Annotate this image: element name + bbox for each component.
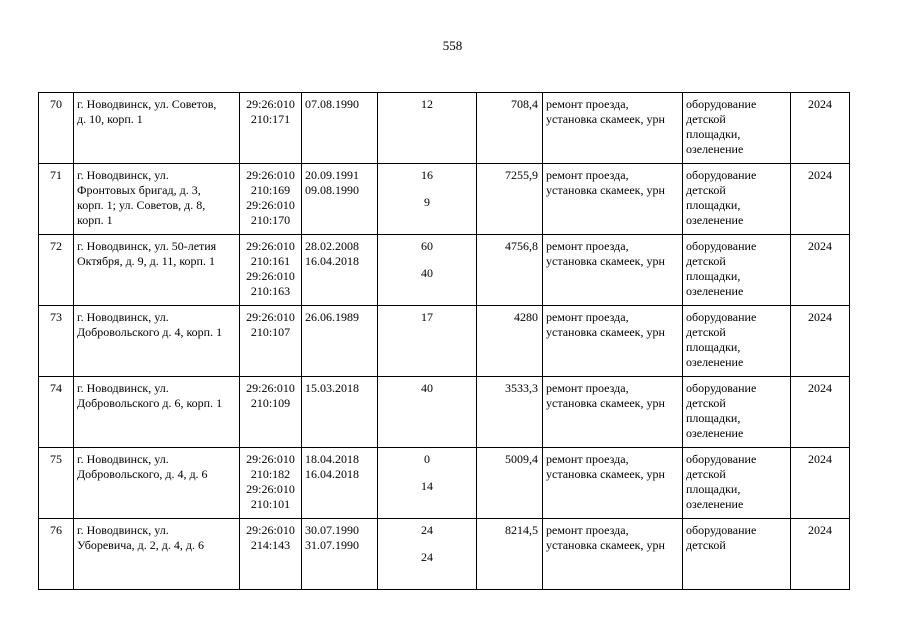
address-cell-line: корп. 1; ул. Советов, д. 8, [77,198,206,212]
address-cell-line: Уборевича, д. 2, д. 4, д. 6 [77,538,204,552]
additional-works-cell-line: площадки, [686,411,741,425]
residents-cell [378,519,477,590]
date-cell-line: 15.03.2018 [305,381,359,395]
address-cell-line: г. Новодвинск, ул. [77,452,169,466]
date-cell-line: 18.04.2018 [305,452,359,466]
address-cell [74,235,240,306]
address-cell [74,306,240,377]
additional-works-cell-line: площадки, [686,198,741,212]
main-works-cell-line: установка скамеек, урн [546,325,665,339]
residents-cell-line: 40 [421,381,433,395]
table-row [39,93,850,164]
area-cell: 7255,9 [477,164,543,235]
residents-cell-line: 16 [421,168,433,182]
additional-works-cell-line: детской [686,467,726,481]
area-cell: 708,4 [477,93,543,164]
date-cell [302,306,378,377]
table-row [39,164,850,235]
residents-cell [378,306,477,377]
residents-cell [378,448,477,519]
additional-works-cell-line: площадки, [686,482,741,496]
additional-works-cell-line: озеленение [686,284,744,298]
main-works-cell-line: установка скамеек, урн [546,254,665,268]
main-works-cell [543,306,683,377]
table-row [39,306,850,377]
cadastral-number-cell-line: 29:26:010 [246,310,295,324]
date-cell-line: 30.07.1990 [305,523,359,537]
cadastral-number-cell-line: 210:171 [250,112,291,126]
additional-works-cell-line: площадки, [686,127,741,141]
main-works-cell-line: ремонт проезда, [546,523,629,537]
cadastral-number-cell-line: 29:26:010 [246,239,295,253]
cadastral-number-cell-line: 29:26:010 [246,97,295,111]
additional-works-cell-line: детской [686,254,726,268]
date-cell-line: 16.04.2018 [305,467,359,481]
cadastral-number-cell-line: 29:26:010 [246,523,295,537]
address-cell [74,448,240,519]
year-cell: 2024 [791,164,850,235]
main-works-cell-line: установка скамеек, урн [546,396,665,410]
address-cell [74,519,240,590]
cadastral-number-cell-line: 29:26:010 [246,269,295,283]
address-cell-line: д. 10, корп. 1 [77,112,143,126]
additional-works-cell-line: озеленение [686,213,744,227]
cadastral-number-cell [240,164,302,235]
address-cell-line: Добровольского, д. 4, д. 6 [77,467,208,481]
year-cell: 2024 [791,448,850,519]
address-cell-line: Октября, д. 9, д. 11, корп. 1 [77,254,215,268]
main-works-cell [543,164,683,235]
additional-works-cell [683,306,791,377]
additional-works-cell [683,519,791,590]
table-row [39,235,850,306]
date-cell [302,164,378,235]
cadastral-number-cell [240,235,302,306]
cadastral-number-cell [240,519,302,590]
cadastral-number-cell-line: 210:170 [250,213,291,227]
additional-works-cell [683,235,791,306]
date-cell-line: 20.09.1991 [305,168,359,182]
residents-cell-line: 9 [424,195,430,209]
address-cell-line: Добровольского д. 6, корп. 1 [77,396,223,410]
main-works-cell-line: ремонт проезда, [546,168,629,182]
additional-works-cell-line: оборудование [686,239,757,253]
address-cell [74,164,240,235]
additional-works-cell-line: озеленение [686,142,744,156]
main-works-cell-line: установка скамеек, урн [546,183,665,197]
additional-works-cell [683,448,791,519]
additional-works-cell-line: оборудование [686,452,757,466]
area-cell: 3533,3 [477,377,543,448]
main-works-cell-line: ремонт проезда, [546,310,629,324]
area-cell: 4756,8 [477,235,543,306]
additional-works-cell-line: площадки, [686,340,741,354]
cadastral-number-cell-line: 29:26:010 [246,482,295,496]
cadastral-number-cell [240,448,302,519]
row-number: 70 [39,93,74,164]
main-works-cell-line: ремонт проезда, [546,452,629,466]
area-cell: 5009,4 [477,448,543,519]
cadastral-number-cell-line: 29:26:010 [246,381,295,395]
cadastral-number-cell-line: 210:182 [250,467,291,481]
additional-works-cell-line: детской [686,183,726,197]
residents-cell-line: 12 [421,97,433,111]
area-cell: 4280 [477,306,543,377]
table-row [39,519,850,590]
additional-works-cell-line: оборудование [686,168,757,182]
residents-cell-line: 24 [421,523,433,537]
date-cell [302,377,378,448]
cadastral-number-cell-line: 210:109 [250,396,291,410]
cadastral-number-cell [240,377,302,448]
cadastral-number-cell-line: 214:143 [250,538,291,552]
residents-cell-line: 17 [421,310,433,324]
address-cell-line: г. Новодвинск, ул. [77,310,169,324]
date-cell-line: 07.08.1990 [305,97,359,111]
additional-works-cell-line: детской [686,538,726,552]
year-cell: 2024 [791,377,850,448]
address-cell [74,93,240,164]
additional-works-cell [683,377,791,448]
area-cell: 8214,5 [477,519,543,590]
yard-improvement-table [38,92,850,590]
additional-works-cell-line: озеленение [686,355,744,369]
address-cell-line: Фронтовых бригад, д. 3, [77,183,201,197]
date-cell-line: 26.06.1989 [305,310,359,324]
row-number: 74 [39,377,74,448]
cadastral-number-cell-line: 210:101 [250,497,291,511]
residents-cell-line: 24 [421,550,433,564]
residents-cell-line: 40 [421,266,433,280]
year-cell: 2024 [791,93,850,164]
main-works-cell [543,377,683,448]
residents-cell [378,377,477,448]
address-cell-line: Добровольского д. 4, корп. 1 [77,325,223,339]
date-cell [302,519,378,590]
cadastral-number-cell-line: 210:163 [250,284,291,298]
address-cell-line: г. Новодвинск, ул. [77,523,169,537]
cadastral-number-cell-line: 29:26:010 [246,198,295,212]
address-cell-line: г. Новодвинск, ул. 50-летия [77,239,217,253]
date-cell [302,93,378,164]
date-cell-line: 09.08.1990 [305,183,359,197]
cadastral-number-cell-line: 210:169 [250,183,291,197]
residents-cell-line: 60 [421,239,433,253]
cadastral-number-cell [240,306,302,377]
year-cell: 2024 [791,235,850,306]
additional-works-cell-line: детской [686,112,726,126]
additional-works-cell-line: оборудование [686,523,757,537]
address-cell [74,377,240,448]
address-cell-line: г. Новодвинск, ул. Советов, [77,97,217,111]
main-works-cell-line: установка скамеек, урн [546,112,665,126]
additional-works-cell-line: озеленение [686,497,744,511]
main-works-cell-line: ремонт проезда, [546,381,629,395]
page-number: 558 [442,38,463,53]
residents-cell [378,235,477,306]
row-number: 72 [39,235,74,306]
additional-works-cell-line: озеленение [686,426,744,440]
additional-works-cell-line: детской [686,396,726,410]
date-cell-line: 28.02.2008 [305,239,359,253]
residents-cell-line: 0 [424,452,430,466]
main-works-cell-line: установка скамеек, урн [546,538,665,552]
date-cell [302,448,378,519]
additional-works-cell-line: площадки, [686,269,741,283]
additional-works-cell-line: оборудование [686,97,757,111]
residents-cell-line: 14 [421,479,433,493]
address-cell-line: г. Новодвинск, ул. [77,168,169,182]
main-works-cell [543,93,683,164]
row-number: 76 [39,519,74,590]
address-cell-line: г. Новодвинск, ул. [77,381,169,395]
row-number: 75 [39,448,74,519]
cadastral-number-cell-line: 210:107 [250,325,291,339]
additional-works-cell-line: оборудование [686,310,757,324]
table-body [39,93,850,590]
main-works-cell [543,519,683,590]
table-row [39,377,850,448]
additional-works-cell [683,93,791,164]
row-number: 71 [39,164,74,235]
cadastral-number-cell-line: 210:161 [250,254,291,268]
cadastral-number-cell-line: 29:26:010 [246,168,295,182]
row-number: 73 [39,306,74,377]
additional-works-cell-line: оборудование [686,381,757,395]
main-works-cell-line: ремонт проезда, [546,239,629,253]
residents-cell [378,164,477,235]
main-works-cell-line: ремонт проезда, [546,97,629,111]
table-row [39,448,850,519]
date-cell [302,235,378,306]
main-works-cell [543,448,683,519]
address-cell-line: корп. 1 [77,213,113,227]
main-works-cell-line: установка скамеек, урн [546,467,665,481]
main-works-cell [543,235,683,306]
additional-works-cell-line: детской [686,325,726,339]
year-cell: 2024 [791,519,850,590]
cadastral-number-cell [240,93,302,164]
residents-cell [378,93,477,164]
additional-works-cell [683,164,791,235]
date-cell-line: 31.07.1990 [305,538,359,552]
cadastral-number-cell-line: 29:26:010 [246,452,295,466]
year-cell: 2024 [791,306,850,377]
date-cell-line: 16.04.2018 [305,254,359,268]
